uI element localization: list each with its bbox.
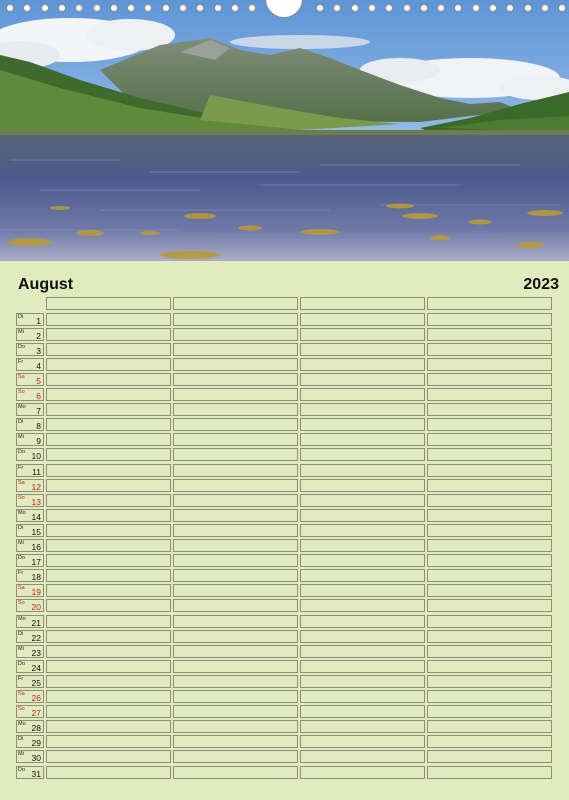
entry-cell[interactable] xyxy=(46,584,171,597)
day-label-cell xyxy=(16,494,44,507)
weekday-label: Fr xyxy=(18,570,24,577)
binding-ring-icon xyxy=(351,4,359,12)
day-number: 19 xyxy=(31,587,41,598)
entry-cell[interactable] xyxy=(300,569,425,582)
day-label-cell xyxy=(16,479,44,492)
entry-cell[interactable] xyxy=(427,479,552,492)
entry-cell[interactable] xyxy=(46,599,171,612)
entry-cell[interactable] xyxy=(300,313,425,326)
entry-cell[interactable] xyxy=(427,403,552,416)
binding-ring-icon xyxy=(558,4,566,12)
binding-ring-icon xyxy=(524,4,532,12)
entry-cell[interactable] xyxy=(173,524,298,537)
entry-cell[interactable] xyxy=(46,539,171,552)
entry-cell[interactable] xyxy=(300,735,425,748)
day-label-cell xyxy=(16,750,44,763)
column-header-cell[interactable] xyxy=(300,297,425,310)
day-label-cell xyxy=(16,313,44,326)
entry-cell[interactable] xyxy=(46,418,171,431)
entry-cell[interactable] xyxy=(300,373,425,386)
column-header-cell[interactable] xyxy=(427,297,552,310)
entry-cell[interactable] xyxy=(300,358,425,371)
binding-ring-icon xyxy=(368,4,376,12)
entry-cell[interactable] xyxy=(46,358,171,371)
entry-cell[interactable] xyxy=(300,675,425,688)
entry-cell[interactable] xyxy=(427,433,552,446)
entry-cell[interactable] xyxy=(173,584,298,597)
entry-cell[interactable] xyxy=(173,418,298,431)
day-number: 3 xyxy=(36,345,41,356)
entry-cell[interactable] xyxy=(46,675,171,688)
binding-ring-icon xyxy=(127,4,135,12)
day-number: 13 xyxy=(31,496,41,507)
entry-cell[interactable] xyxy=(300,690,425,703)
day-label-cell xyxy=(16,448,44,461)
weekday-label: Mi xyxy=(18,540,24,546)
entry-cell[interactable] xyxy=(46,569,171,582)
weekday-label: Fr xyxy=(18,675,24,682)
entry-cell[interactable] xyxy=(427,524,552,537)
column-header-cell[interactable] xyxy=(173,297,298,310)
entry-cell[interactable] xyxy=(427,554,552,567)
day-label-cell xyxy=(16,328,44,341)
entry-cell[interactable] xyxy=(46,328,171,341)
entry-cell[interactable] xyxy=(300,645,425,658)
day-number: 27 xyxy=(31,708,41,719)
binding-ring-icon xyxy=(41,4,49,12)
entry-cell[interactable] xyxy=(300,705,425,718)
entry-cell[interactable] xyxy=(173,675,298,688)
entry-cell[interactable] xyxy=(173,539,298,552)
day-number: 22 xyxy=(31,632,41,643)
entry-cell[interactable] xyxy=(173,569,298,582)
entry-cell[interactable] xyxy=(173,766,298,779)
entry-cell[interactable] xyxy=(46,630,171,643)
day-label-cell xyxy=(16,584,44,597)
entry-cell[interactable] xyxy=(173,554,298,567)
binding-ring-icon xyxy=(454,4,462,12)
day-number: 8 xyxy=(36,421,41,432)
entry-cell[interactable] xyxy=(46,479,171,492)
day-label-cell xyxy=(16,524,44,537)
weekday-label: So xyxy=(18,600,25,607)
entry-cell[interactable] xyxy=(427,735,552,748)
day-number: 5 xyxy=(36,375,41,386)
weekday-label: Do xyxy=(18,449,26,456)
entry-cell[interactable] xyxy=(46,388,171,401)
binding-ring-icon xyxy=(333,4,341,12)
day-label-cell xyxy=(16,630,44,643)
entry-cell[interactable] xyxy=(46,735,171,748)
entry-cell[interactable] xyxy=(300,599,425,612)
weekday-label: Di xyxy=(18,313,24,320)
entry-cell[interactable] xyxy=(300,509,425,522)
landscape-photo xyxy=(0,0,569,261)
entry-cell[interactable] xyxy=(427,343,552,356)
entry-cell[interactable] xyxy=(46,645,171,658)
entry-cell[interactable] xyxy=(173,479,298,492)
weekday-label: Mo xyxy=(18,509,26,516)
day-label-cell xyxy=(16,660,44,673)
weekday-label: Sa xyxy=(18,691,25,697)
entry-cell[interactable] xyxy=(46,433,171,446)
entry-cell[interactable] xyxy=(427,645,552,658)
weekday-label: Do xyxy=(18,343,26,350)
entry-cell[interactable] xyxy=(300,494,425,507)
day-number: 23 xyxy=(31,647,41,658)
entry-cell[interactable] xyxy=(427,328,552,341)
entry-cell[interactable] xyxy=(427,464,552,477)
day-label-cell xyxy=(16,690,44,703)
entry-cell[interactable] xyxy=(173,328,298,341)
day-label-cell xyxy=(16,509,44,522)
day-label-cell xyxy=(16,403,44,416)
binding-ring-icon xyxy=(385,4,393,12)
entry-cell[interactable] xyxy=(46,766,171,779)
binding-ring-icon xyxy=(437,4,445,12)
day-label-cell xyxy=(16,373,44,386)
weekday-label: Di xyxy=(18,630,24,637)
weekday-label: Mi xyxy=(18,328,24,335)
binding-ring-icon xyxy=(179,4,187,12)
entry-cell[interactable] xyxy=(427,569,552,582)
entry-cell[interactable] xyxy=(427,630,552,643)
binding-ring-icon xyxy=(196,4,204,12)
binding-ring-icon xyxy=(6,4,14,12)
binding-ring-icon xyxy=(23,4,31,12)
entry-cell[interactable] xyxy=(46,509,171,522)
day-number: 4 xyxy=(36,360,41,371)
day-number: 29 xyxy=(31,738,41,749)
weekday-label: So xyxy=(18,494,25,501)
day-label-cell xyxy=(16,554,44,567)
entry-cell[interactable] xyxy=(173,358,298,371)
binding-ring-icon xyxy=(214,4,222,12)
weekday-label: Do xyxy=(18,555,26,562)
day-number: 14 xyxy=(31,511,41,522)
day-number: 7 xyxy=(36,406,41,417)
entry-cell[interactable] xyxy=(46,494,171,507)
day-label-cell xyxy=(16,735,44,748)
entry-cell[interactable] xyxy=(427,418,552,431)
entry-cell[interactable] xyxy=(427,766,552,779)
weekday-label: Fr xyxy=(18,464,24,471)
entry-cell[interactable] xyxy=(427,494,552,507)
day-number: 16 xyxy=(31,542,41,552)
day-number: 31 xyxy=(31,768,41,779)
entry-cell[interactable] xyxy=(46,554,171,567)
binding-ring-icon xyxy=(420,4,428,12)
entry-cell[interactable] xyxy=(300,660,425,673)
entry-cell[interactable] xyxy=(46,464,171,477)
entry-cell[interactable] xyxy=(300,388,425,401)
binding-ring-icon xyxy=(144,4,152,12)
entry-cell[interactable] xyxy=(300,433,425,446)
binding-ring-icon xyxy=(506,4,514,12)
entry-cell[interactable] xyxy=(427,539,552,552)
binding-ring-icon xyxy=(93,4,101,12)
entry-cell[interactable] xyxy=(173,448,298,461)
entry-cell[interactable] xyxy=(427,448,552,461)
entry-cell[interactable] xyxy=(427,373,552,386)
day-number: 17 xyxy=(31,557,41,568)
entry-cell[interactable] xyxy=(173,705,298,718)
entry-cell[interactable] xyxy=(427,599,552,612)
day-label-cell xyxy=(16,388,44,401)
day-number: 1 xyxy=(36,315,41,326)
binding-ring-icon xyxy=(75,4,83,12)
entry-cell[interactable] xyxy=(46,690,171,703)
entry-cell[interactable] xyxy=(427,358,552,371)
entry-cell[interactable] xyxy=(173,615,298,628)
entry-cell[interactable] xyxy=(427,584,552,597)
day-label-cell xyxy=(16,539,44,552)
weekday-label: Di xyxy=(18,736,24,743)
month-title: August xyxy=(18,276,74,293)
entry-cell[interactable] xyxy=(173,373,298,386)
entry-cell[interactable] xyxy=(300,343,425,356)
day-label-cell xyxy=(16,720,44,733)
day-number: 11 xyxy=(32,466,41,477)
entry-cell[interactable] xyxy=(300,328,425,341)
entry-cell[interactable] xyxy=(173,494,298,507)
day-number: 2 xyxy=(36,330,41,341)
day-label-cell xyxy=(16,675,44,688)
day-number: 6 xyxy=(36,391,41,401)
entry-cell[interactable] xyxy=(173,433,298,446)
entry-cell[interactable] xyxy=(173,645,298,658)
binding-ring-icon xyxy=(162,4,170,12)
day-number: 18 xyxy=(31,572,41,583)
header-photo xyxy=(0,0,569,261)
day-number: 15 xyxy=(31,526,41,537)
day-label-cell xyxy=(16,705,44,718)
entry-cell[interactable] xyxy=(300,448,425,461)
weekday-label: Mo xyxy=(18,404,26,411)
weekday-label: Sa xyxy=(18,373,25,380)
entry-cell[interactable] xyxy=(173,464,298,477)
entry-cell[interactable] xyxy=(173,750,298,763)
entry-cell[interactable] xyxy=(173,735,298,748)
entry-cell[interactable] xyxy=(427,690,552,703)
entry-cell[interactable] xyxy=(46,750,171,763)
entry-cell[interactable] xyxy=(173,509,298,522)
entry-cell[interactable] xyxy=(46,448,171,461)
day-number: 21 xyxy=(31,617,41,628)
day-label-cell xyxy=(16,599,44,612)
entry-cell[interactable] xyxy=(173,388,298,401)
entry-cell[interactable] xyxy=(46,343,171,356)
entry-cell[interactable] xyxy=(300,766,425,779)
weekday-label: Do xyxy=(18,660,26,667)
weekday-label: Do xyxy=(18,766,26,773)
entry-cell[interactable] xyxy=(300,584,425,597)
day-number: 9 xyxy=(36,436,41,447)
day-number: 24 xyxy=(31,662,41,673)
entry-cell[interactable] xyxy=(46,403,171,416)
weekday-label: Mi xyxy=(18,645,24,652)
entry-cell[interactable] xyxy=(46,720,171,733)
binding-ring-icon xyxy=(316,4,324,12)
entry-cell[interactable] xyxy=(173,630,298,643)
entry-cell[interactable] xyxy=(173,403,298,416)
entry-cell[interactable] xyxy=(46,524,171,537)
column-header-cell[interactable] xyxy=(46,297,171,310)
entry-cell[interactable] xyxy=(300,479,425,492)
binding-ring-icon xyxy=(403,4,411,12)
weekday-label: Sa xyxy=(18,479,25,486)
weekday-label: Mi xyxy=(18,434,24,441)
weekday-label: So xyxy=(18,706,25,713)
entry-cell[interactable] xyxy=(300,554,425,567)
entry-cell[interactable] xyxy=(46,705,171,718)
entry-cell[interactable] xyxy=(427,313,552,326)
entry-cell[interactable] xyxy=(300,750,425,763)
weekday-label: Mo xyxy=(18,615,26,622)
weekday-label: Mo xyxy=(18,721,26,728)
entry-cell[interactable] xyxy=(427,660,552,673)
weekday-label: Di xyxy=(18,419,24,426)
entry-cell[interactable] xyxy=(173,313,298,326)
binding-ring-icon xyxy=(58,4,66,12)
day-label-cell xyxy=(16,645,44,658)
entry-cell[interactable] xyxy=(300,403,425,416)
day-number: 12 xyxy=(31,481,41,492)
entry-cell[interactable] xyxy=(427,615,552,628)
entry-cell[interactable] xyxy=(46,660,171,673)
day-number: 28 xyxy=(31,723,41,734)
entry-cell[interactable] xyxy=(173,343,298,356)
entry-cell[interactable] xyxy=(173,690,298,703)
entry-cell[interactable] xyxy=(46,313,171,326)
day-number: 25 xyxy=(31,677,41,688)
year-title: 2023 xyxy=(523,276,559,293)
entry-cell[interactable] xyxy=(173,720,298,733)
day-number: 26 xyxy=(31,693,41,703)
entry-cell[interactable] xyxy=(427,720,552,733)
day-label-cell xyxy=(16,343,44,356)
binding-ring-icon xyxy=(231,4,239,12)
weekday-label: Di xyxy=(18,524,24,531)
entry-cell[interactable] xyxy=(427,705,552,718)
day-label-cell xyxy=(16,615,44,628)
entry-cell[interactable] xyxy=(427,509,552,522)
entry-cell[interactable] xyxy=(46,373,171,386)
day-label-cell xyxy=(16,569,44,582)
binding-ring-icon xyxy=(541,4,549,12)
entry-cell[interactable] xyxy=(300,418,425,431)
day-number: 10 xyxy=(31,451,41,462)
day-label-cell xyxy=(16,464,44,477)
entry-cell[interactable] xyxy=(300,464,425,477)
entry-cell[interactable] xyxy=(300,539,425,552)
entry-cell[interactable] xyxy=(173,660,298,673)
entry-cell[interactable] xyxy=(427,675,552,688)
entry-cell[interactable] xyxy=(427,388,552,401)
binding-ring-icon xyxy=(472,4,480,12)
entry-cell[interactable] xyxy=(427,750,552,763)
day-label-cell xyxy=(16,766,44,779)
entry-cell[interactable] xyxy=(300,524,425,537)
binding-ring-icon xyxy=(248,4,256,12)
entry-cell[interactable] xyxy=(300,615,425,628)
weekday-label: Sa xyxy=(18,585,25,592)
weekday-label: Fr xyxy=(18,358,24,365)
weekday-label: Mi xyxy=(18,751,24,758)
entry-cell[interactable] xyxy=(300,630,425,643)
binding-ring-icon xyxy=(110,4,118,12)
day-label-cell xyxy=(16,433,44,446)
binding-ring-icon xyxy=(489,4,497,12)
day-label-cell xyxy=(16,418,44,431)
entry-cell[interactable] xyxy=(46,615,171,628)
entry-cell[interactable] xyxy=(173,599,298,612)
weekday-label: So xyxy=(18,389,25,395)
day-number: 20 xyxy=(31,602,41,613)
day-number: 30 xyxy=(31,753,41,764)
day-label-cell xyxy=(16,358,44,371)
entry-cell[interactable] xyxy=(300,720,425,733)
